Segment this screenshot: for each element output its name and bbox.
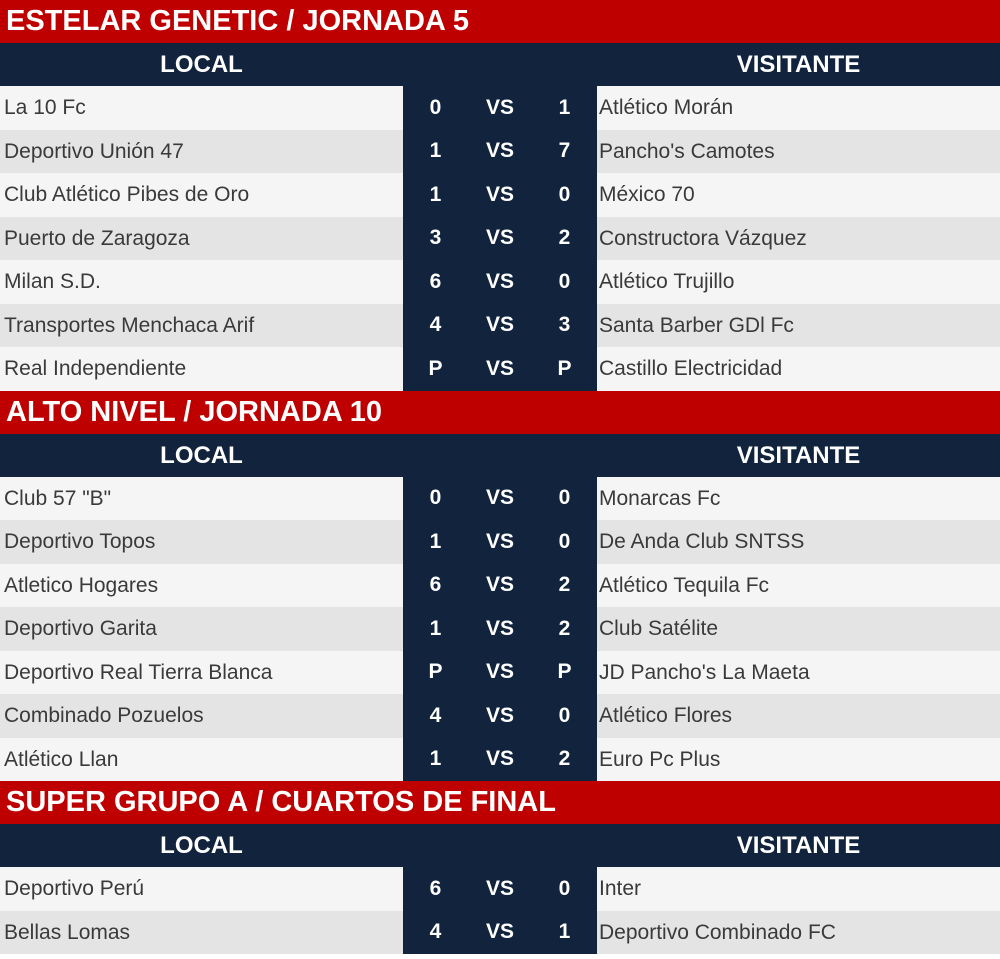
vs-label: VS <box>485 182 514 206</box>
local-header: LOCAL <box>160 51 243 78</box>
away-score: 0 <box>558 269 571 293</box>
vs-label: VS <box>485 356 514 380</box>
score-block <box>403 694 597 738</box>
score-block <box>403 477 597 521</box>
match-row <box>0 651 1000 695</box>
home-score: 1 <box>429 139 442 163</box>
home-score: 1 <box>429 529 442 553</box>
vs-label: VS <box>485 529 514 553</box>
home-score: 4 <box>429 920 442 944</box>
home-score: 1 <box>429 747 442 771</box>
match-row <box>0 738 1000 782</box>
vs-label: VS <box>485 876 514 900</box>
match-row <box>0 260 1000 304</box>
away-team: Pancho's Camotes <box>597 130 1000 174</box>
vs-label: VS <box>485 139 514 163</box>
section-title: ALTO NIVEL / JORNADA 10 <box>0 391 1000 434</box>
section-title: ESTELAR GENETIC / JORNADA 5 <box>0 0 1000 43</box>
match-row <box>0 347 1000 391</box>
away-score: 0 <box>558 529 571 553</box>
home-team: Atlético Llan <box>0 738 403 782</box>
away-score: P <box>557 660 572 684</box>
home-score: 1 <box>429 182 442 206</box>
away-team: Atlético Tequila Fc <box>597 564 1000 608</box>
away-team: Euro Pc Plus <box>597 738 1000 782</box>
away-team: Inter <box>597 867 1000 911</box>
away-team: Atlético Flores <box>597 694 1000 738</box>
vs-label: VS <box>485 313 514 337</box>
section-title: SUPER GRUPO A / CUARTOS DE FINAL <box>0 781 1000 824</box>
column-header-row <box>0 434 1000 477</box>
away-team: México 70 <box>597 173 1000 217</box>
away-score: 3 <box>558 313 571 337</box>
home-team: Atletico Hogares <box>0 564 403 608</box>
visitante-header: VISITANTE <box>736 832 861 859</box>
score-block <box>403 651 597 695</box>
match-row <box>0 607 1000 651</box>
vs-label: VS <box>485 226 514 250</box>
score-block <box>403 173 597 217</box>
score-header-spacer <box>403 824 597 867</box>
away-team: Club Satélite <box>597 607 1000 651</box>
home-score: P <box>428 660 443 684</box>
away-score: 2 <box>558 226 571 250</box>
home-score: P <box>428 356 443 380</box>
away-score: 7 <box>558 139 571 163</box>
match-row <box>0 564 1000 608</box>
home-team: Combinado Pozuelos <box>0 694 403 738</box>
away-team: Monarcas Fc <box>597 477 1000 521</box>
score-block <box>403 347 597 391</box>
score-block <box>403 564 597 608</box>
match-row <box>0 520 1000 564</box>
score-block <box>403 304 597 348</box>
score-block <box>403 86 597 130</box>
home-team: Deportivo Topos <box>0 520 403 564</box>
score-block <box>403 217 597 261</box>
away-score: 1 <box>558 95 571 119</box>
league-section <box>0 391 1000 782</box>
score-block <box>403 520 597 564</box>
home-team: Real Independiente <box>0 347 403 391</box>
home-score: 3 <box>429 226 442 250</box>
match-row <box>0 867 1000 911</box>
away-team: Castillo Electricidad <box>597 347 1000 391</box>
match-row <box>0 173 1000 217</box>
match-row <box>0 86 1000 130</box>
away-score: P <box>557 356 572 380</box>
away-team: Constructora Vázquez <box>597 217 1000 261</box>
match-row <box>0 694 1000 738</box>
home-score: 0 <box>429 486 442 510</box>
score-block <box>403 911 597 955</box>
local-header: LOCAL <box>160 832 243 859</box>
away-team: Santa Barber GDl Fc <box>597 304 1000 348</box>
match-row <box>0 304 1000 348</box>
league-section <box>0 0 1000 391</box>
score-block <box>403 607 597 651</box>
home-team: Milan S.D. <box>0 260 403 304</box>
local-header: LOCAL <box>160 441 243 469</box>
vs-label: VS <box>485 486 514 510</box>
home-score: 0 <box>429 95 442 119</box>
away-team: De Anda Club SNTSS <box>597 520 1000 564</box>
away-team: JD Pancho's La Maeta <box>597 651 1000 695</box>
home-score: 6 <box>429 876 442 900</box>
vs-label: VS <box>485 703 514 727</box>
vs-label: VS <box>485 616 514 640</box>
score-header-spacer <box>403 434 597 477</box>
match-row <box>0 477 1000 521</box>
home-score: 1 <box>429 616 442 640</box>
home-team: La 10 Fc <box>0 86 403 130</box>
home-score: 6 <box>429 269 442 293</box>
home-team: Bellas Lomas <box>0 911 403 955</box>
column-header-row <box>0 43 1000 86</box>
score-block <box>403 260 597 304</box>
home-team: Club Atlético Pibes de Oro <box>0 173 403 217</box>
home-team: Club 57 "B" <box>0 477 403 521</box>
away-score: 0 <box>558 486 571 510</box>
vs-label: VS <box>485 920 514 944</box>
away-score: 0 <box>558 182 571 206</box>
score-block <box>403 738 597 782</box>
vs-label: VS <box>485 573 514 597</box>
score-block <box>403 130 597 174</box>
home-team: Transportes Menchaca Arif <box>0 304 403 348</box>
away-score: 2 <box>558 573 571 597</box>
vs-label: VS <box>485 747 514 771</box>
score-block <box>403 867 597 911</box>
vs-label: VS <box>485 660 514 684</box>
away-team: Deportivo Combinado FC <box>597 911 1000 955</box>
away-team: Atlético Morán <box>597 86 1000 130</box>
away-team: Atlético Trujillo <box>597 260 1000 304</box>
away-score: 1 <box>558 920 571 944</box>
home-team: Puerto de Zaragoza <box>0 217 403 261</box>
home-team: Deportivo Garita <box>0 607 403 651</box>
away-score: 0 <box>558 703 571 727</box>
visitante-header: VISITANTE <box>736 441 861 469</box>
match-row <box>0 130 1000 174</box>
vs-label: VS <box>485 95 514 119</box>
match-row <box>0 217 1000 261</box>
home-team: Deportivo Real Tierra Blanca <box>0 651 403 695</box>
visitante-header: VISITANTE <box>736 51 861 78</box>
column-header-row <box>0 824 1000 867</box>
home-team: Deportivo Unión 47 <box>0 130 403 174</box>
home-score: 6 <box>429 573 442 597</box>
vs-label: VS <box>485 269 514 293</box>
league-section <box>0 781 1000 954</box>
score-header-spacer <box>403 43 597 86</box>
home-score: 4 <box>429 703 442 727</box>
away-score: 2 <box>558 616 571 640</box>
home-team: Deportivo Perú <box>0 867 403 911</box>
away-score: 2 <box>558 747 571 771</box>
home-score: 4 <box>429 313 442 337</box>
match-row <box>0 911 1000 955</box>
away-score: 0 <box>558 876 571 900</box>
